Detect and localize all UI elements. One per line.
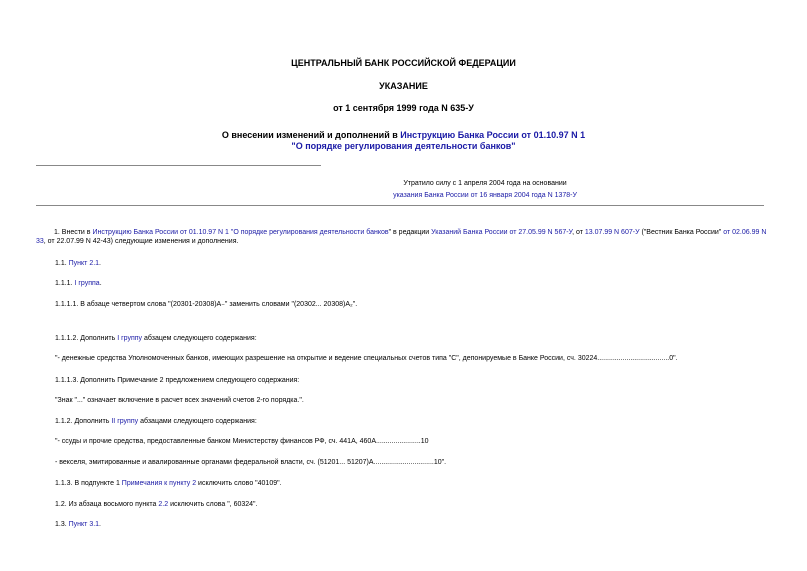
text: 1.1.1. (55, 280, 75, 287)
paragraph-1-1-1-3: 1.1.1.3. Дополнить Примечание 2 предложением следующего содержания: (55, 377, 300, 384)
paragraph-1-1-1 (55, 279, 770, 288)
paragraph-1-1 (55, 259, 770, 268)
title-instruction-link[interactable]: Инструкцию Банка России от 01.10.97 N 1 (400, 130, 586, 140)
text: ("Вестник Банка России" (639, 229, 724, 236)
paragraph-deposits: "- денежные средства Уполномоченных банков, имеющих разрешение на открытие и ведение специальных счетов типа "С", депонируемые в Банке России, сч. 30224.....................................0". (55, 355, 678, 362)
clause-2-1-link[interactable]: Пункт 2.1 (68, 260, 100, 267)
text: исключить слово "40109". (196, 480, 282, 487)
text: . (99, 280, 102, 287)
text: исключить слова ", 60324". (168, 501, 258, 508)
text: 1.1.1.2. Дополнить (55, 335, 118, 342)
clause-3-1-link[interactable]: Пункт 3.1 (68, 521, 100, 528)
text: 1. Внести в (54, 229, 93, 236)
text: , от 22.07.99 N 42-43) следующие изменения и дополнения. (43, 238, 239, 245)
paragraph-bills: - векселя, эмитированные и авалированные органами федеральной власти, сч. (51201... 51207)А...............................10". (55, 459, 447, 466)
document-title (0, 130, 807, 152)
directives-link[interactable]: Указаний Банка России от 27.05.99 N 567-У (431, 229, 573, 236)
document-type-heading: УКАЗАНИЕ (379, 81, 428, 91)
group-2-link[interactable]: II группу (111, 418, 139, 425)
status-note (220, 178, 750, 202)
note-clause-2-link[interactable]: Примечания к пункту 2 (121, 480, 197, 487)
text: 1.1. (55, 260, 69, 267)
divider-bottom (36, 205, 764, 206)
title-prefix: О внесении изменений и дополнений в (221, 130, 401, 140)
text: . (99, 521, 101, 528)
clause-2-2-link[interactable]: 2.2 (158, 501, 169, 508)
text: " в редакции (388, 229, 432, 236)
date-number-heading: от 1 сентября 1999 года N 635-У (333, 103, 474, 113)
text: абзацами следующего содержания: (138, 418, 257, 425)
text: 1.1.3. В подпункте 1 (55, 480, 122, 487)
instruction-link[interactable]: Инструкцию Банка России от 01.10.97 N 1 "О порядке регулирования деятельности банков (92, 229, 389, 236)
text: . (99, 260, 101, 267)
paragraph-1-2 (55, 500, 770, 509)
text: абзацем следующего содержания: (142, 335, 257, 342)
divider-top (36, 165, 321, 166)
issuer-heading: ЦЕНТРАЛЬНЫЙ БАНК РОССИЙСКОЙ ФЕДЕРАЦИИ (291, 58, 516, 68)
paragraph-1-1-1-2 (55, 334, 770, 343)
paragraph-1-1-3 (55, 479, 770, 488)
paragraph-1-3 (55, 520, 770, 529)
text: 1.2. Из абзаца восьмого пункта (55, 501, 159, 508)
group-1-link[interactable]: I группа (74, 280, 100, 287)
paragraph-1-1-1-1: 1.1.1.1. В абзаце четвертом слова "(20301-20308)A₋" заменить словами "(20302... 20308)A₂". (55, 301, 358, 308)
text: 1.3. (55, 521, 69, 528)
paragraph-1-1-2 (55, 417, 770, 426)
title-instruction-name-link[interactable]: "О порядке регулирования деятельности банков" (291, 141, 516, 151)
paragraph-loans: "- ссуды и прочие средства, предоставленные банком Министерству финансов РФ, сч. 441А, 460А.......................10 (55, 438, 429, 445)
paragraph-1 (36, 228, 771, 246)
paragraph-sign-note: "Знак "..." означает включение в расчет всех значений счетов 2-го порядка.". (55, 397, 304, 404)
text: , от (572, 229, 585, 236)
repeal-link[interactable]: указания Банка России от 16 января 2004 года N 1378-У (393, 192, 577, 199)
text: 1.1.2. Дополнить (55, 418, 112, 425)
group-1-link-2[interactable]: I группу (117, 335, 143, 342)
status-note-text: Утратило силу с 1 апреля 2004 года на основании (403, 180, 567, 187)
directive-607-link[interactable]: 13.07.99 N 607-У (584, 229, 640, 236)
bulletin-link[interactable]: от 02.06.99 N 33 (36, 229, 767, 245)
